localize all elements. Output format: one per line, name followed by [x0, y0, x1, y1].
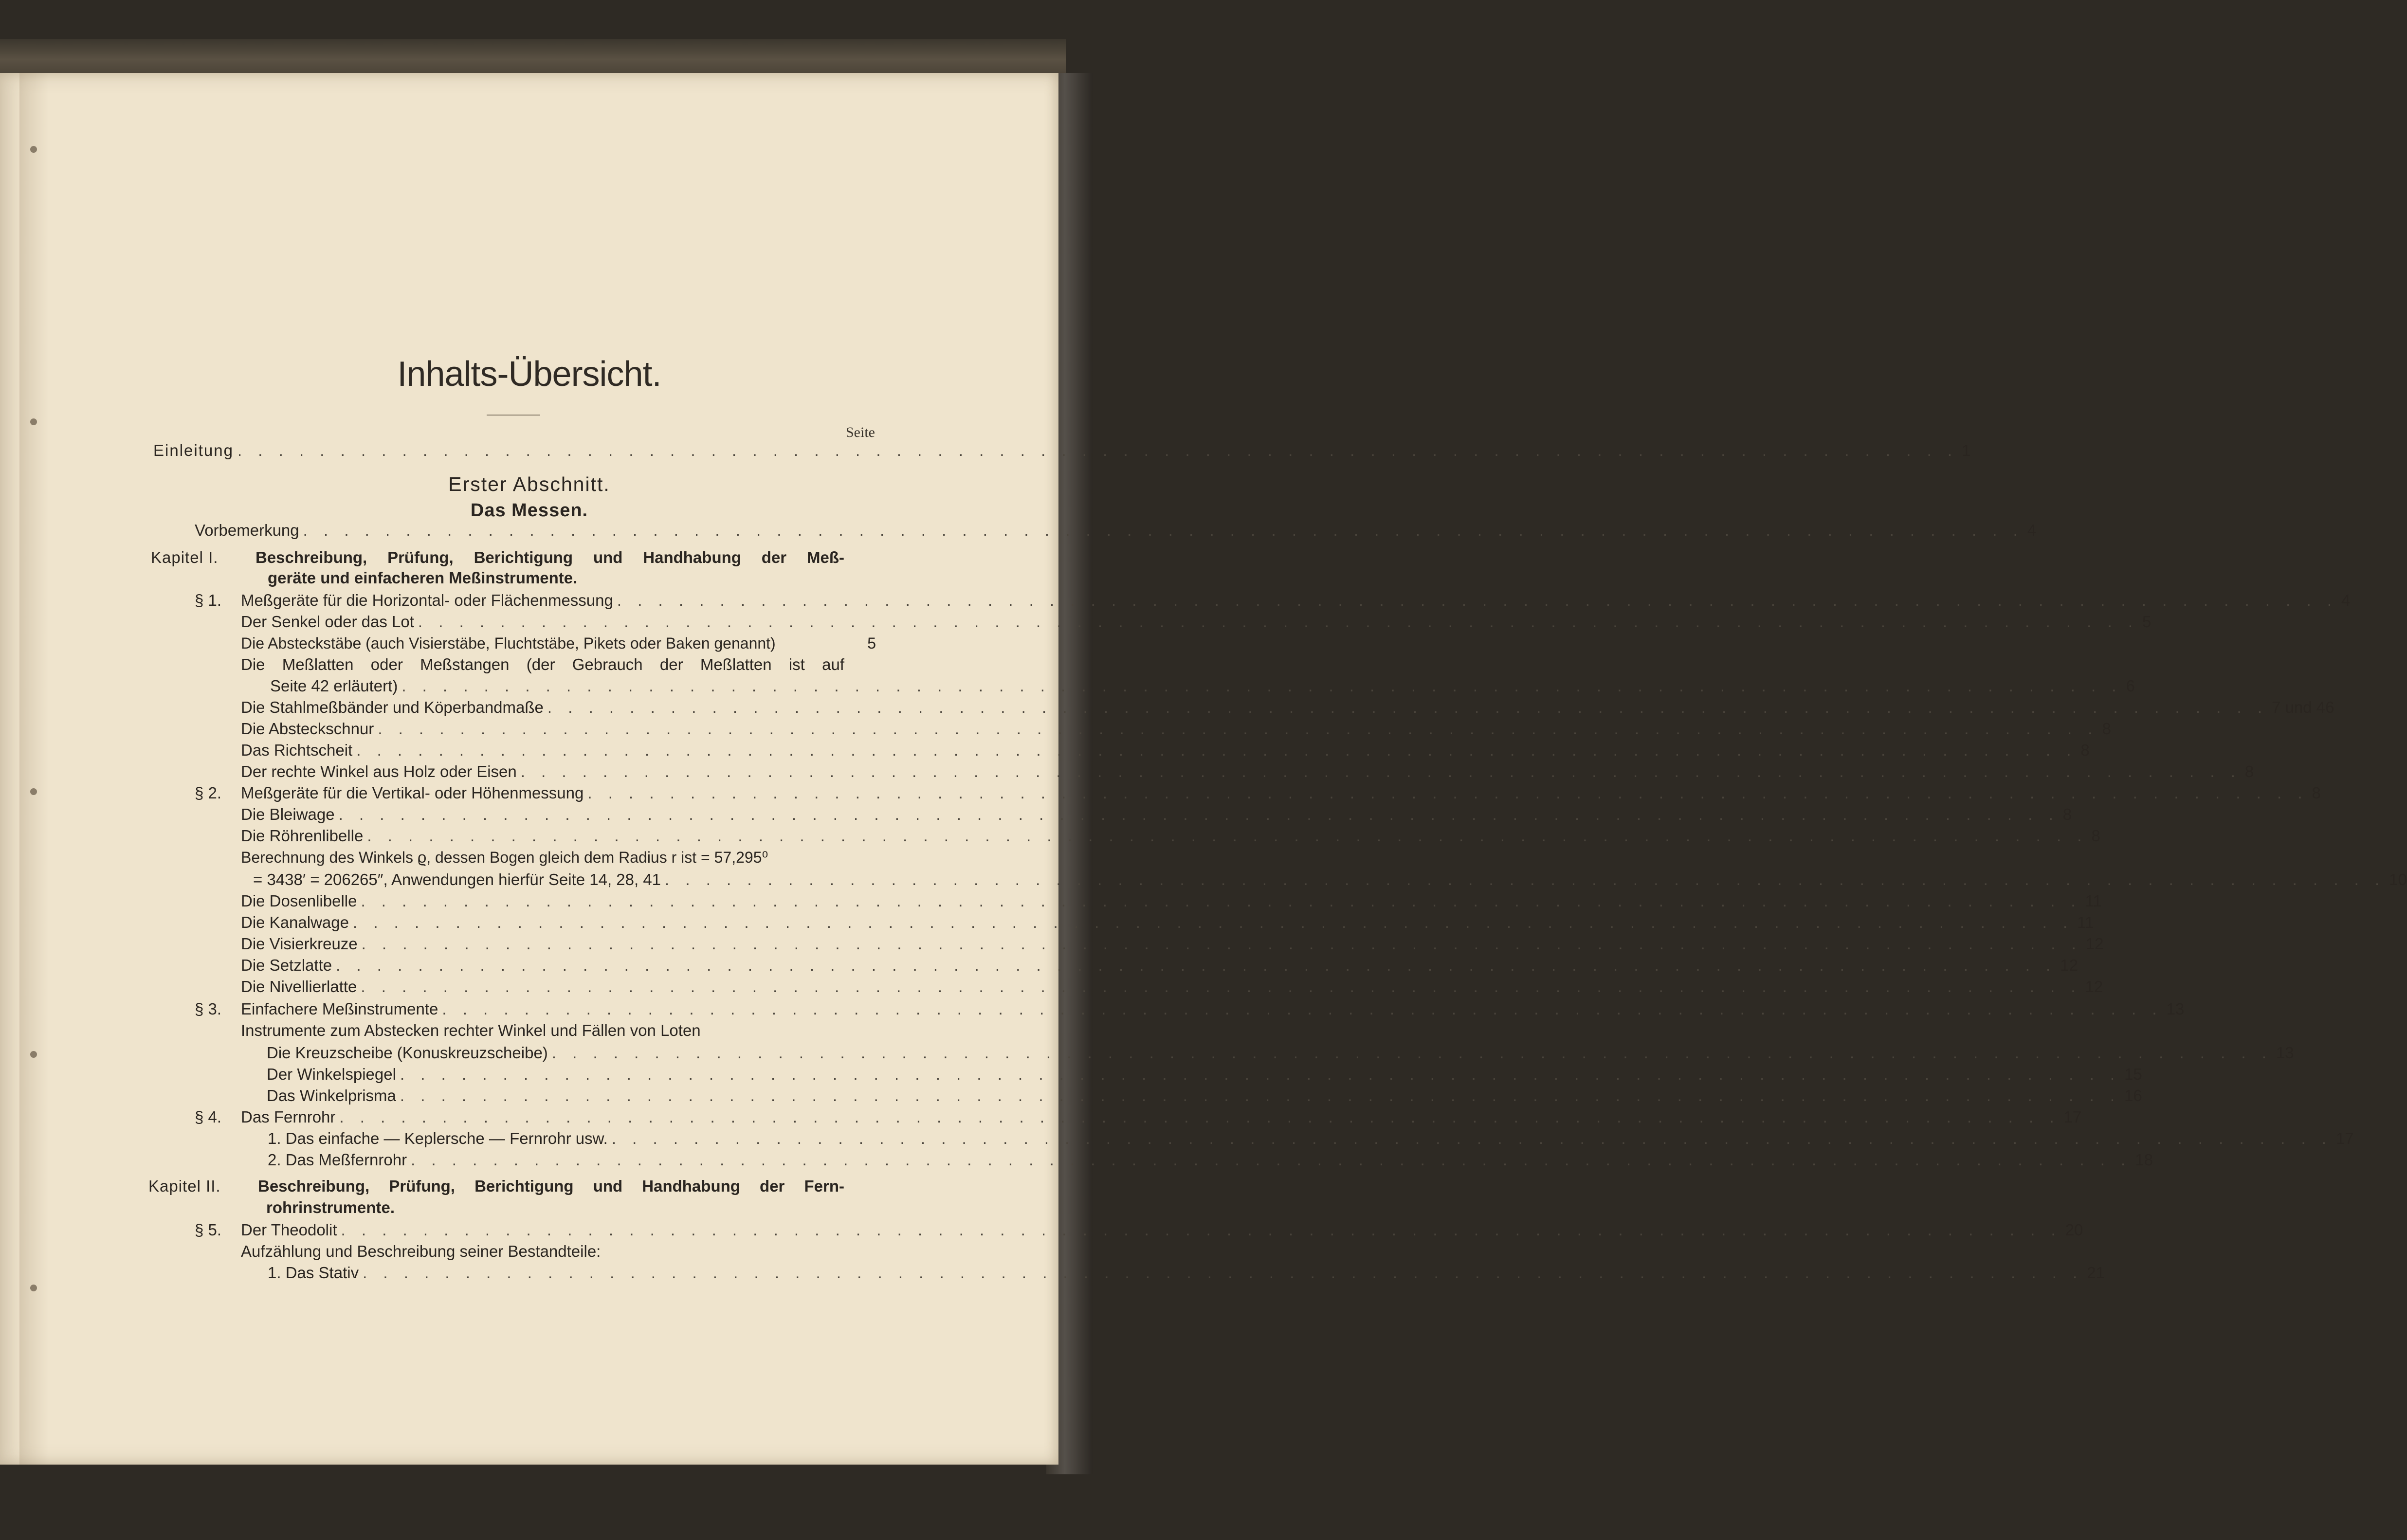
section-title: Das Messen. — [470, 500, 588, 521]
leader-dots: . . . . . . . . . . . . . . . . . . . . . . . . . . . . . . . . . . . . . . . . . . . . . . . . . . . . . . . . . . . . . . . . . . . . . . . . . . . . . . . . . . . . — [665, 870, 2386, 888]
toc-entry-p2 — [241, 782, 2321, 804]
section-label: Erster Abschnitt. — [448, 473, 610, 495]
toc-entry-page: 7 und 46 — [2272, 698, 2334, 716]
toc-entry — [241, 761, 2254, 782]
leader-dots: . . . . . . . . . . . . . . . . . . . . . . . . . . . . . . . . . . . . . . . . . . . . . . . . . . . . . . . . . . . . . . . . . . . . . . . . . . . . . . . . . . . . — [237, 441, 1958, 459]
leader-dots: . . . . . . . . . . . . . . . . . . . . . . . . . . . . . . . . . . . . . . . . . . . . . . . . . . . . . . . . . . . . . . . . . . . . . . . . . . . . . . . . . . . . — [352, 913, 2074, 931]
toc-subheading: Aufzählung und Beschreibung seiner Bestandteile: — [241, 1242, 601, 1260]
toc-entry — [241, 611, 2152, 633]
toc-entry-page: 8 — [2312, 784, 2321, 802]
toc-entry-page: 11 — [2077, 913, 2094, 931]
toc-entry — [241, 955, 2078, 976]
toc-entry-label: Die Visierkreuze — [241, 935, 358, 953]
toc-entry-label: Meßgeräte für die Horizontal- oder Flächenmessung — [241, 591, 613, 609]
leader-dots: . . . . . . . . . . . . . . . . . . . . . . . . . . . . . . . . . . . . . . . . . . . . . . . . . . . . . . . . . . . . . . . . . . . . . . . . . . . . . . . . . . . . — [442, 1000, 2163, 1018]
toc-entry-page: 8 — [2244, 762, 2254, 780]
toc-entry-label: Das Fernrohr — [241, 1108, 336, 1126]
leader-dots: . . . . . . . . . . . . . . . . . . . . . . . . . . . . . . . . . . . . . . . . . . . . . . . . . . . . . . . . . . . . . . . . . . . . . . . . . . . . . . . . . . . . — [520, 762, 2241, 780]
toc-entry — [241, 912, 2094, 933]
paragraph-number: § 4. — [195, 1108, 222, 1126]
toc-entry-label: = 3438′ = 206265″, Anwendungen hierfür Seite 14, 28, 41 — [253, 870, 661, 888]
toc-entry-vorbemerkung — [195, 520, 2037, 541]
toc-entry-p1 — [241, 590, 2351, 611]
toc-entry-page: 1 — [1962, 441, 1972, 459]
toc-entry-label: Einfachere Meßinstrumente — [241, 1000, 438, 1018]
toc-entry — [241, 933, 2104, 955]
leader-dots: . . . . . . . . . . . . . . . . . . . . . . . . . . . . . . . . . . . . . . . . . . . . . . . . . . . . . . . . . . . . . . . . . . . . . . . . . . . . . . . . . . . . — [411, 1151, 2132, 1169]
toc-entry-page: 12 — [2085, 978, 2103, 996]
toc-entry-label: Die Röhrenlibelle — [241, 827, 364, 845]
leader-dots: . . . . . . . . . . . . . . . . . . . . . . . . . . . . . . . . . . . . . . . . . . . . . . . . . . . . . . . . . . . . . . . . . . . . . . . . . . . . . . . . . . . . — [617, 591, 2338, 609]
toc-entry — [241, 697, 2334, 718]
toc-entry-label: Der Senkel oder das Lot — [241, 613, 414, 631]
leader-dots: . . . . . . . . . . . . . . . . . . . . . . . . . . . . . . . . . . . . . . . . . . . . . . . . . . . . . . . . . . . . . . . . . . . . . . . . . . . . . . . . . . . . — [339, 1108, 2060, 1126]
leader-dots: . . . . . . . . . . . . . . . . . . . . . . . . . . . . . . . . . . . . . . . . . . . . . . . . . . . . . . . . . . . . . . . . . . . . . . . . . . . . . . . . . . . . — [400, 1065, 2121, 1083]
paragraph-number: § 5. — [195, 1221, 222, 1239]
toc-entry-page: 17 — [2063, 1108, 2082, 1126]
toc-entry — [241, 890, 2102, 912]
toc-entry-label: Die Dosenlibelle — [241, 892, 357, 910]
toc-entry-line: Berechnung des Winkels ϱ, dessen Bogen gleich dem Radius r ist = 57,295⁰ — [241, 849, 768, 866]
toc-entry-page: 10 — [2389, 870, 2407, 888]
toc-subheading: Instrumente zum Abstecken rechter Winkel und Fällen von Loten — [241, 1021, 701, 1039]
paragraph-number: § 2. — [195, 784, 222, 802]
toc-entry-label: Das Winkelprisma — [267, 1087, 396, 1105]
page-title: Inhalts-Übersicht. — [397, 355, 661, 394]
leader-dots: . . . . . . . . . . . . . . . . . . . . . . . . . . . . . . . . . . . . . . . . . . . . . . . . . . . . . . . . . . . . . . . . . . . . . . . . . . . . . . . . . . . . — [303, 521, 2024, 539]
toc-entry-label: Die Kreuzscheibe (Konuskreuzscheibe) — [267, 1044, 548, 1062]
toc-entry — [241, 804, 2072, 825]
toc-entry-page: 18 — [2135, 1151, 2153, 1169]
toc-entry-page: 5 — [2142, 613, 2152, 631]
toc-entry-label: Der rechte Winkel aus Holz oder Eisen — [241, 762, 517, 780]
leader-dots: . . . . . . . . . . . . . . . . . . . . . . . . . . . . . . . . . . . . . . . . . . . . . . . . . . . . . . . . . . . . . . . . . . . . . . . . . . . . . . . . . . . . — [400, 1087, 2121, 1105]
leader-dots: . . . . . . . . . . . . . . . . . . . . . . . . . . . . . . . . . . . . . . . . . . . . . . . . . . . . . . . . . . . . . . . . . . . . . . . . . . . . . . . . . . . . — [378, 720, 2098, 738]
toc-entry-messlatten — [270, 675, 2135, 697]
toc-entry-label: Die Kanalwage — [241, 913, 349, 931]
toc-entry-line: Die Meßlatten oder Meßstangen (der Gebrauch der Meßlatten ist auf — [241, 655, 844, 673]
toc-entry-label: Die Bleiwage — [241, 805, 335, 823]
toc-entry-page: 12 — [2085, 935, 2104, 953]
toc-entry-p5 — [241, 1219, 2083, 1241]
paragraph-number: § 3. — [195, 1000, 222, 1018]
toc-entry-berechnung — [253, 869, 2407, 890]
toc-entry-page: 13 — [2276, 1044, 2294, 1062]
toc-entry-label: Meßgeräte für die Vertikal- oder Höhenmessung — [241, 784, 584, 802]
toc-entry-p3 — [241, 998, 2185, 1020]
chapter-title-line: rohrinstrumente. — [266, 1198, 395, 1216]
toc-entry-page: 13 — [2166, 1000, 2185, 1018]
leader-dots: . . . . . . . . . . . . . . . . . . . . . . . . . . . . . . . . . . . . . . . . . . . . . . . . . . . . . . . . . . . . . . . . . . . . . . . . . . . . . . . . . . . . — [587, 784, 2308, 802]
toc-entry-label: Einleitung — [153, 441, 234, 459]
chapter-title-line: Beschreibung, Prüfung, Berichtigung und Handhabung der Meß- — [255, 548, 844, 566]
page-column-header: Seite — [846, 424, 875, 440]
toc-entry-p4 — [241, 1106, 2082, 1128]
leader-dots: . . . . . . . . . . . . . . . . . . . . . . . . . . . . . . . . . . . . . . . . . . . . . . . . . . . . . . . . . . . . . . . . . . . . . . . . . . . . . . . . . . . . — [338, 805, 2059, 823]
leader-dots: . . . . . . . . . . . . . . . . . . . . . . . . . . . . . . . . . . . . . . . . . . . . . . . . . . . . . . . . . . . . . . . . . . . . . . . . . . . . . . . . . . . . — [401, 677, 2122, 695]
leader-dots: . . . . . . . . . . . . . . . . . . . . . . . . . . . . . . . . . . . . . . . . . . . . . . . . . . . . . . . . . . . . . . . . . . . . . . . . . . . . . . . . . . . . — [611, 1129, 2332, 1147]
leader-dots: . . . . . . . . . . . . . . . . . . . . . . . . . . . . . . . . . . . . . . . . . . . . . . . . . . . . . . . . . . . . . . . . . . . . . . . . . . . . . . . . . . . . — [551, 1044, 2272, 1062]
toc-entry-label: Die Setzlatte — [241, 956, 332, 974]
chapter-label: Kapitel II. — [148, 1177, 221, 1195]
toc-entry-einleitung — [153, 440, 1972, 461]
toc-entry-label: 1. Das einfache — Keplersche — Fernrohr usw. — [268, 1129, 608, 1147]
toc-entry-label: Die Nivellierlatte — [241, 978, 357, 996]
leader-dots: . . . . . . . . . . . . . . . . . . . . . . . . . . . . . . . . . . . . . . . . . . . . . . . . . . . . . . . . . . . . . . . . . . . . . . . . . . . . . . . . . . . . — [418, 613, 2139, 631]
toc-entry-label: Die Stahlmeßbänder und Köperbandmaße — [241, 698, 544, 716]
toc-entry — [241, 633, 876, 654]
toc-entry — [268, 1262, 2105, 1284]
toc-entry — [268, 1128, 2354, 1149]
toc-entry-page: 5 — [867, 634, 876, 652]
leader-dots: . . . . . . . . . . . . . . . . . . . . . . . . . . . . . . . . . . . . . . . . . . . . . . . . . . . . . . . . . . . . . . . . . . . . . . . . . . . . . . . . . . . . — [361, 892, 2081, 910]
leader-dots: . . . . . . . . . . . . . . . . . . . . . . . . . . . . . . . . . . . . . . . . . . . . . . . . . . . . . . . . . . . . . . . . . . . . . . . . . . . . . . . . . . . . — [361, 978, 2081, 996]
leader-dots: . . . . . . . . . . . . . . . . . . . . . . . . . . . . . . . . . . . . . . . . . . . . . . . . . . . . . . . . . . . . . . . . . . . . . . . . . . . . . . . . . . . . — [341, 1221, 2061, 1239]
toc-entry — [267, 1085, 2142, 1106]
toc-entry — [268, 1149, 2153, 1171]
toc-entry-page: 16 — [2124, 1087, 2142, 1105]
chapter-label: Kapitel I. — [151, 548, 219, 566]
toc-entry-label: Das Richtscheit — [241, 741, 353, 759]
paragraph-number: § 1. — [195, 591, 222, 609]
toc-entry-label: Die Absteckschnur — [241, 720, 374, 738]
toc-entry-page: 4 — [2341, 591, 2351, 609]
toc-entry-label: 2. Das Meßfernrohr — [268, 1151, 407, 1169]
toc-entry — [267, 1064, 2142, 1085]
toc-entry-page: 6 — [2126, 677, 2135, 695]
leader-dots: . . . . . . . . . . . . . . . . . . . . . . . . . . . . . . . . . . . . . . . . . . . . . . . . . . . . . . . . . . . . . . . . . . . . . . . . . . . . . . . . . . . . — [547, 698, 2268, 716]
toc-entry — [241, 740, 2090, 761]
toc-entry-page: 8 — [2080, 741, 2090, 759]
toc-entry-page: 20 — [2065, 1221, 2083, 1239]
toc-entry-label: Vorbemerkung — [195, 521, 299, 539]
toc-entry — [241, 976, 2103, 997]
chapter-title-line: geräte und einfacheren Meßinstrumente. — [268, 569, 578, 587]
toc-entry — [267, 1042, 2294, 1064]
toc-entry-label: Der Winkelspiegel — [267, 1065, 396, 1083]
toc-entry-page: 11 — [2085, 892, 2102, 910]
toc-entry-page: 21 — [2087, 1264, 2105, 1282]
toc-entry-label: Seite 42 erläutert) — [270, 677, 398, 695]
leader-dots: . . . . . . . . . . . . . . . . . . . . . . . . . . . . . . . . . . . . . . . . . . . . . . . . . . . . . . . . . . . . . . . . . . . . . . . . . . . . . . . . . . . . — [356, 741, 2077, 759]
toc-entry-page: 17 — [2335, 1129, 2354, 1147]
toc-entry-page: 8 — [2102, 720, 2111, 738]
toc-entry-label: 1. Das Stativ — [268, 1264, 359, 1282]
leader-dots: . . . . . . . . . . . . . . . . . . . . . . . . . . . . . . . . . . . . . . . . . . . . . . . . . . . . . . . . . . . . . . . . . . . . . . . . . . . . . . . . . . . . — [361, 935, 2082, 953]
chapter-title-line: Beschreibung, Prüfung, Berichtigung und Handhabung der Fern- — [258, 1177, 844, 1195]
toc-entry-page: 4 — [2027, 521, 2037, 539]
toc-entry-page: 12 — [2060, 956, 2078, 974]
leader-dots: . . . . . . . . . . . . . . . . . . . . . . . . . . . . . . . . . . . . . . . . . . . . . . . . . . . . . . . . . . . . . . . . . . . . . . . . . . . . . . . . . . . . — [367, 827, 2088, 845]
toc-entry-page: 8 — [2091, 827, 2100, 845]
toc-entry-page: 8 — [2062, 805, 2072, 823]
toc-entry — [241, 825, 2100, 847]
toc-entry-page: 15 — [2124, 1065, 2142, 1083]
leader-dots: . . . . . . . . . . . . . . . . . . . . . . . . . . . . . . . . . . . . . . . . . . . . . . . . . . . . . . . . . . . . . . . . . . . . . . . . . . . . . . . . . . . . — [363, 1264, 2083, 1282]
toc-entry-label: Die Absteckstäbe (auch Visierstäbe, Fluchtstäbe, Pikets oder Baken genannt) — [241, 634, 776, 652]
leader-dots: . . . . . . . . . . . . . . . . . . . . . . . . . . . . . . . . . . . . . . . . . . . . . . . . . . . . . . . . . . . . . . . . . . . . . . . . . . . . . . . . . . . . — [336, 956, 2057, 974]
toc-entry — [241, 718, 2111, 740]
toc-entry-label: Der Theodolit — [241, 1221, 337, 1239]
